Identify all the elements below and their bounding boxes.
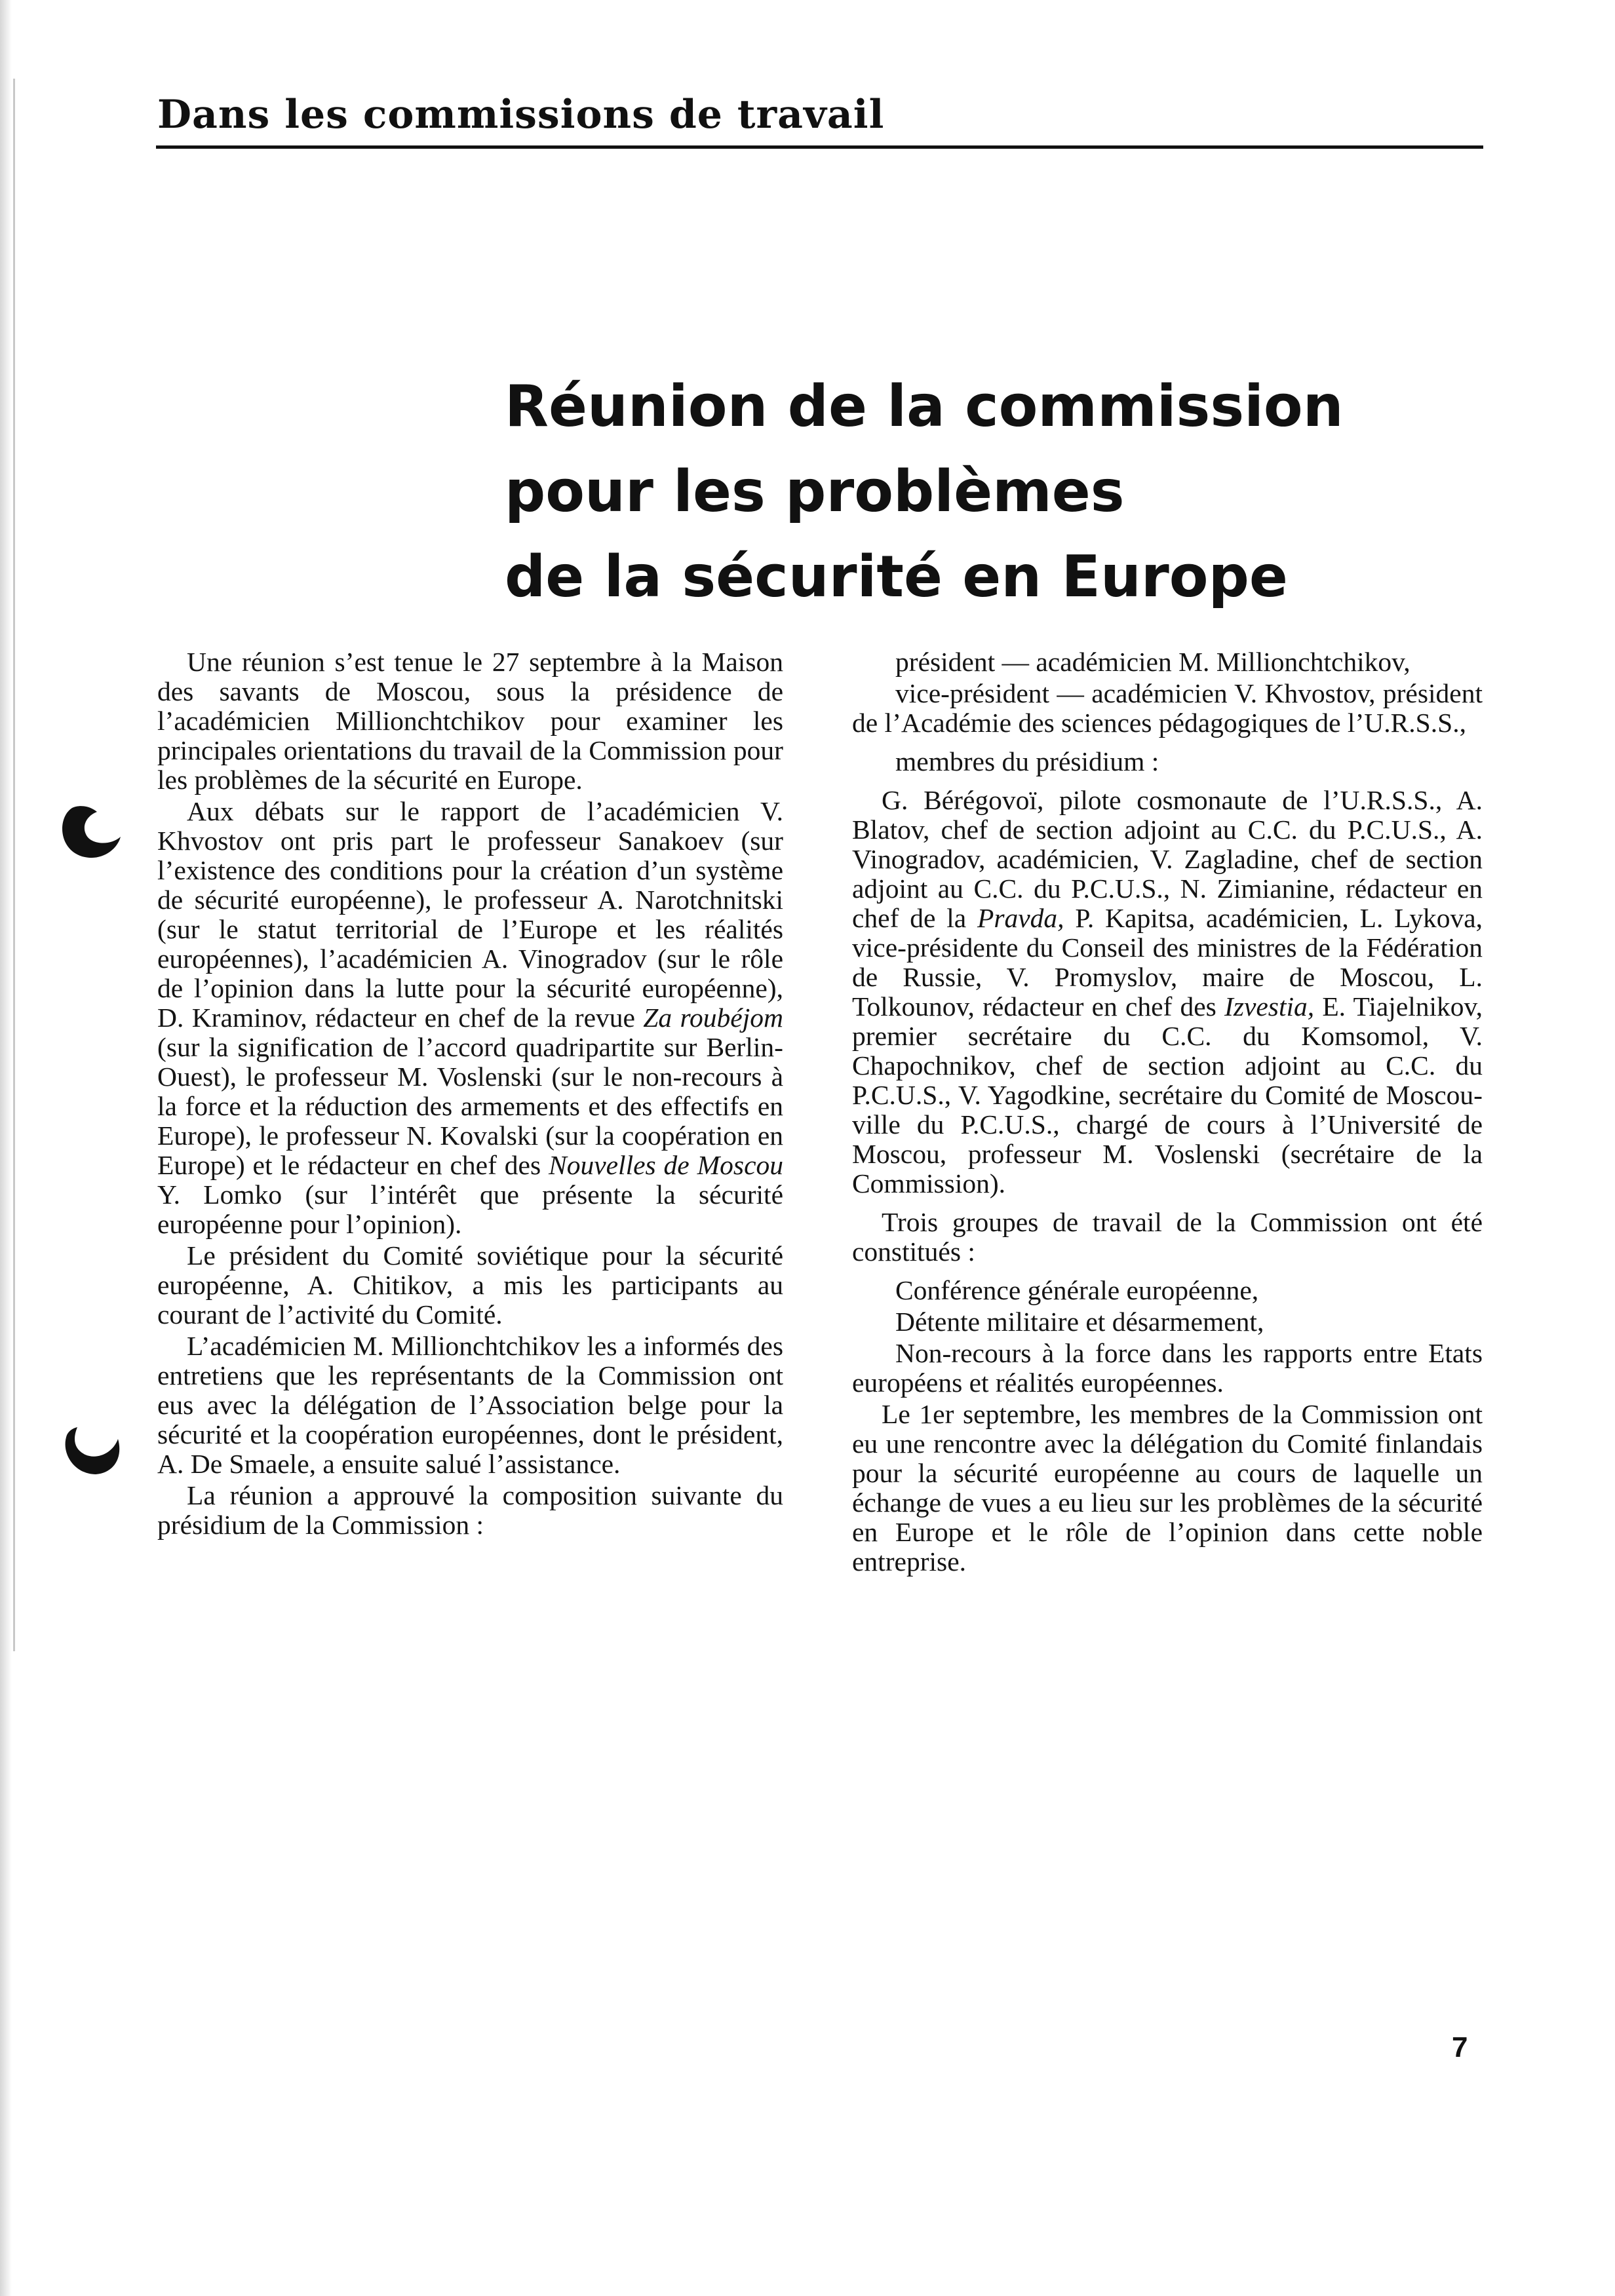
presidium-line: membres du présidium : (895, 746, 1159, 776)
title-line-2: pour les problèmes (505, 458, 1125, 525)
paragraph: Le président du Comité soviétique pour la sécurité européenne, A. Chitikov, a mis les participants au courant de l’activité du Comité. (157, 1240, 783, 1330)
scanned-page-edge (0, 0, 12, 2296)
paragraph: Trois groupes de travail de la Commission ont été constitués : (852, 1207, 1483, 1267)
section-header: Dans les commissions de travail (157, 92, 885, 138)
paragraph: Une réunion s’est tenue le 27 septembre à la Maison des savants de Moscou, sous la présidence de l’académicien Millionchtchikov pour examiner les principales orientations du travail de la Commission pour les problèmes de la sécurité en Europe. (157, 647, 783, 795)
punch-hole-mark-top (52, 803, 125, 865)
presidium-line: président — académicien M. Millionchtchikov, (895, 647, 1411, 677)
presidium-members: G. Bérégovoï, pilote cosmonaute de l’U.R.S.S., A. Blatov, chef de section adjoint au C.C. du P.C.U.S., A. Vinogradov, académicien, V. Zagladine, chef de section adjoint au C.C. du P.C.U.S., N. Zimianine, rédacteur en chef de la Pravda, P. Kapitsa, académicien, L. Lykova, vice-présidente du Conseil des ministres de la Fédération de Russie, V. Promyslov, maire de Moscou, L. Tolkounov, rédacteur en chef des Izvestia, E. Tiajelnikov, premier secrétaire du C.C. du Komsomol, V. Chapochnikov, chef de section adjoint au C.C. du P.C.U.S., V. Yagodkine, secrétaire du Comité de Moscou-ville du P.C.U.S., chargé de cours à l’Université de Moscou, professeur M. Voslenski (secrétaire de la Commission). (852, 785, 1483, 1198)
binding-edge-line (13, 79, 15, 1651)
article-column-left (157, 647, 783, 1542)
italic-title: Izvestia, (1224, 991, 1315, 1022)
working-group: Détente militaire et désarmement, (895, 1307, 1264, 1337)
italic-title: Nouvelles de Moscou (549, 1150, 783, 1180)
page-number: 7 (1452, 2031, 1468, 2063)
article-title (505, 364, 1344, 619)
title-line-3: de la sécurité en Europe (505, 543, 1288, 610)
italic-title: Pravda, (977, 903, 1064, 933)
header-rule (156, 145, 1483, 149)
paragraph: La réunion a approuvé la composition suivante du présidium de la Commission : (157, 1480, 783, 1540)
paragraph: Le 1er septembre, les membres de la Commission ont eu une rencontre avec la délégation du Comité finlandais pour la sécurité européenne au cours de laquelle un échange de vues a eu lieu sur les problèmes de la sécurité en Europe et le rôle de l’opinion dans cette noble entreprise. (852, 1399, 1483, 1577)
paragraph: L’académicien M. Millionchtchikov les a informés des entretiens que les représentants de la Commission ont eus avec la délégation de l’Association belge pour la sécurité et la coopération européennes, dont le président, A. De Smaele, a ensuite salué l’assistance. (157, 1331, 783, 1479)
article-column-right (852, 647, 1483, 1578)
title-line-1: Réunion de la commission (505, 373, 1344, 440)
italic-title: Za roubéjom (643, 1003, 783, 1033)
working-group: Conférence générale européenne, (895, 1275, 1259, 1305)
punch-hole-mark-bottom (52, 1417, 125, 1479)
paragraph: Aux débats sur le rapport de l’académicien V. Khvostov ont pris part le professeur Sanakoev (sur l’existence des conditions pour la création d’un système de sécurité européenne), le professeur A. Narotchnitski (sur le statut territorial de l’Europe et les réalités européennes), l’académicien A. Vinogradov (sur le rôle de l’opinion dans la lutte pour la sécurité européenne), D. Kraminov, rédacteur en chef de la revue Za roubéjom (sur la signification de l’accord quadripartite sur Berlin-Ouest), le professeur M. Voslenski (sur le non-recours à la force et la réduction des armements et des effectifs en Europe), le professeur N. Kovalski (sur la coopération en Europe) et le rédacteur en chef des Nouvelles de Moscou Y. Lomko (sur l’intérêt que présente la sécurité européenne pour l’opinion). (157, 796, 783, 1239)
working-group: Non-recours à la force dans les rapports entre Etats européens et réalités européennes. (852, 1338, 1483, 1398)
presidium-line: vice-président — académicien V. Khvostov, président de l’Académie des sciences pédagogiques de l’U.R.S.S., (852, 678, 1483, 738)
